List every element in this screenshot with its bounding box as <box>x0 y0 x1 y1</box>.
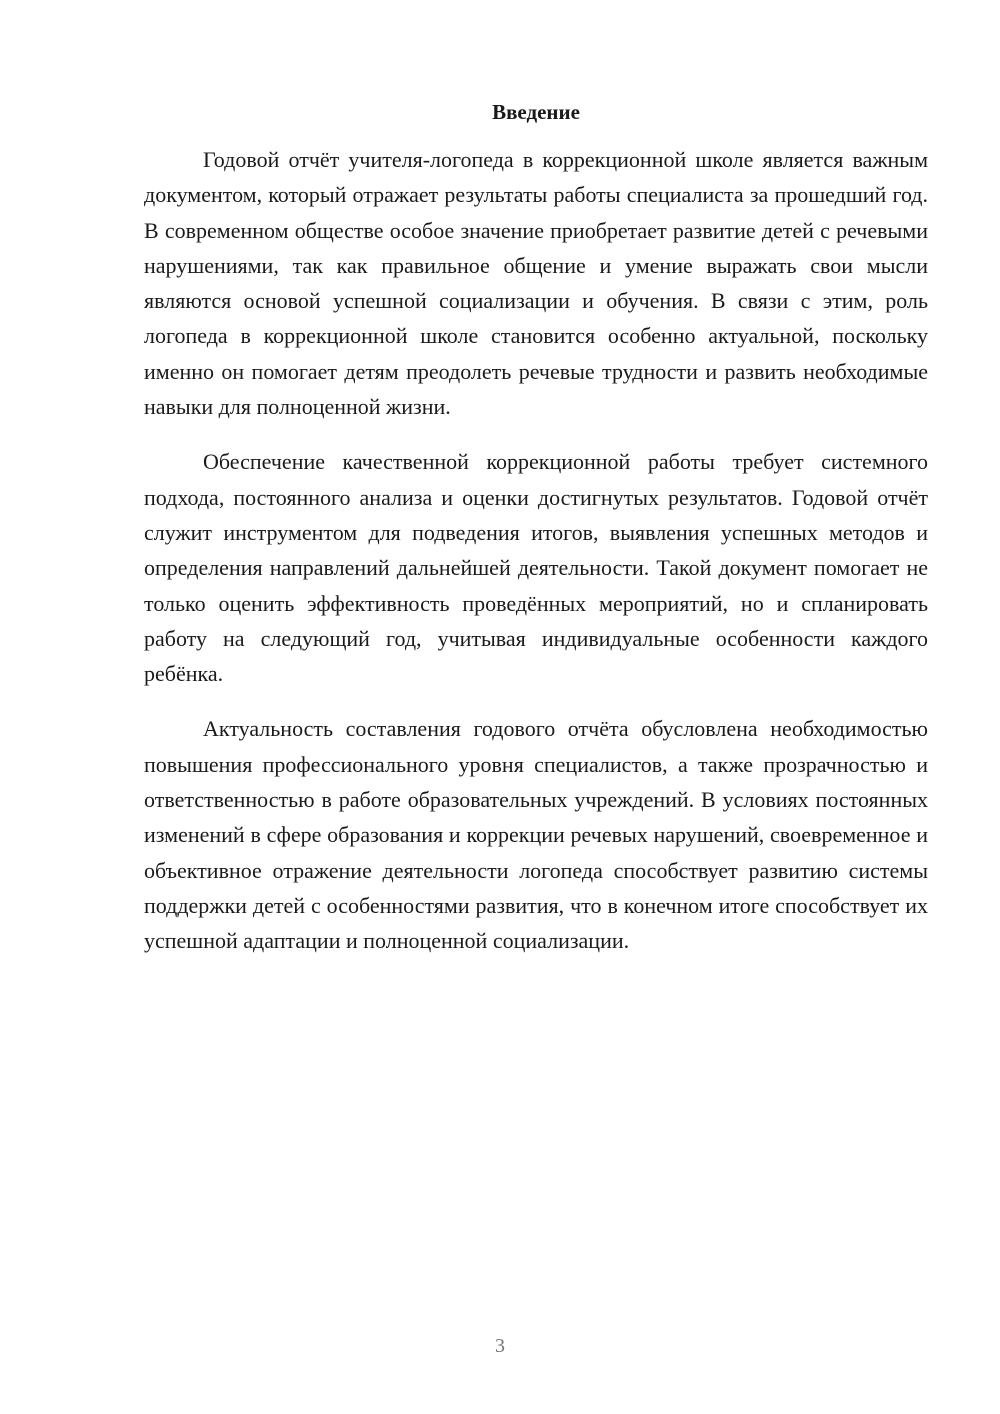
paragraph-1: Годовой отчёт учителя-логопеда в коррекционной школе является важным документом, который отражает результаты работы специалиста за прошедший год. В современном обществе особое значение приобретает развитие детей с речевыми нарушениями, так как правильное общение и умение выражать свои мысли являются основой успешной социализации и обучения. В связи с этим, роль логопеда в коррекционной школе становится особенно актуальной, поскольку именно он помогает детям преодолеть речевые трудности и развить необходимые навыки для полноценной жизни. <box>144 147 928 420</box>
section-heading: Введение <box>492 100 580 124</box>
paragraph-2: Обеспечение качественной коррекционной работы требует системного подхода, постоянного анализа и оценки достигнутых результатов. Годовой отчёт служит инструментом для подведения итогов, выявления успешных методов и определения направлений дальнейшей деятельности. Такой документ помогает не только оценить эффективность проведённых мероприятий, но и спланировать работу на следующий год, учитывая индивидуальные особенности каждого ребёнка. <box>144 449 928 687</box>
paragraph-3: Актуальность составления годового отчёта обусловлена необходимостью повышения профессионального уровня специалистов, а также прозрачностью и ответственностью в работе образовательных учреждений. В условиях постоянных изменений в сфере образования и коррекции речевых нарушений, своевременное и объективное отражение деятельности логопеда способствует развитию системы поддержки детей с особенностями развития, что в конечном итоге способствует их успешной адаптации и полноценной социализации. <box>144 716 928 954</box>
body-text <box>144 142 928 979</box>
page-number: 3 <box>495 1335 505 1357</box>
